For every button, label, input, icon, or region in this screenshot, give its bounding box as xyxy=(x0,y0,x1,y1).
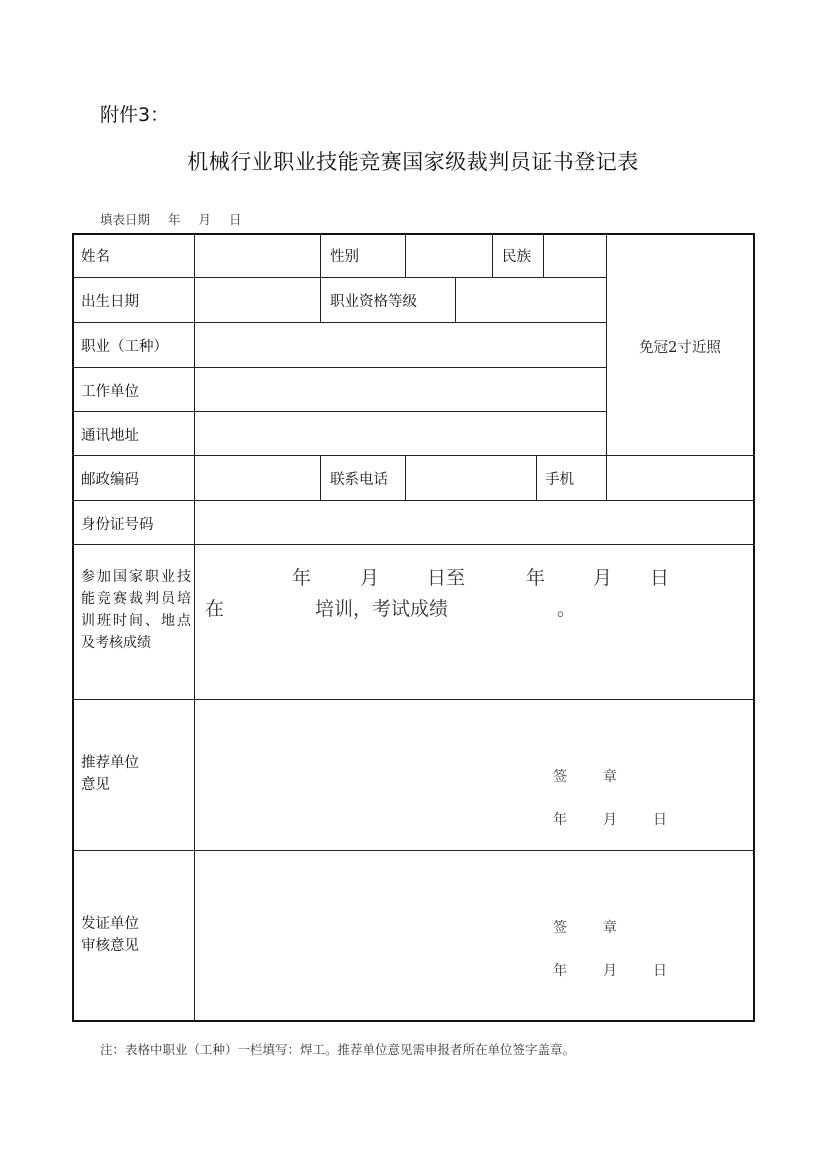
ethnicity-field[interactable] xyxy=(544,234,605,276)
postcode-field[interactable] xyxy=(195,456,319,499)
phone-field[interactable] xyxy=(406,456,535,499)
fill-date-line xyxy=(100,210,242,228)
issuer-label-line-1: 发证单位 xyxy=(81,916,139,932)
recommend-label-line-1: 推荐单位 xyxy=(81,755,139,771)
photo-placeholder: 免冠2寸近照 xyxy=(639,340,721,356)
recommend-label xyxy=(81,752,181,796)
column-divider xyxy=(320,455,321,500)
recommend-month: 月 xyxy=(603,812,617,828)
recommend-seal: 章 xyxy=(603,769,617,785)
issuer-day: 日 xyxy=(653,963,667,979)
fill-date-label: 填表日期 xyxy=(100,212,151,227)
phone-label: 联系电话 xyxy=(330,472,388,488)
training-at: 在 xyxy=(205,598,225,620)
training-day-to: 日至 xyxy=(427,567,466,589)
gender-label: 性别 xyxy=(330,249,359,265)
training-year-1: 年 xyxy=(292,567,312,589)
training-label: 参加国家职业技能竞赛裁判员培训班时间、地点及考核成绩 xyxy=(81,569,191,651)
issuer-opinion-field[interactable] xyxy=(195,851,753,1020)
column-divider xyxy=(492,233,493,277)
fill-date-day: 日 xyxy=(229,212,242,227)
registration-form xyxy=(72,233,755,1022)
recommend-day: 日 xyxy=(653,812,667,828)
birth-date-field[interactable] xyxy=(195,278,319,321)
recommend-year: 年 xyxy=(553,812,567,828)
address-label: 通讯地址 xyxy=(81,428,139,444)
issuer-label-line-2: 审核意见 xyxy=(81,938,139,954)
name-label: 姓名 xyxy=(81,249,110,265)
training-period: 。 xyxy=(557,598,577,620)
issuer-month: 月 xyxy=(603,963,617,979)
column-divider xyxy=(320,233,321,322)
training-exam-text: 培训，考试成绩 xyxy=(315,598,449,620)
training-month-1: 月 xyxy=(360,567,380,589)
qualification-field[interactable] xyxy=(456,278,605,321)
name-field[interactable] xyxy=(195,234,319,276)
qualification-label: 职业资格等级 xyxy=(330,294,417,310)
footnote: 注：表格中职业（工种）一栏填写：焊工。推荐单位意见需申报者所在单位签字盖章。 xyxy=(100,1042,576,1057)
recommend-opinion-field[interactable] xyxy=(195,700,753,849)
training-field[interactable] xyxy=(195,545,753,698)
gender-field[interactable] xyxy=(406,234,491,276)
issuer-year: 年 xyxy=(553,963,567,979)
recommend-sign: 签 xyxy=(553,769,567,785)
issuer-label xyxy=(81,913,181,957)
id-number-field[interactable] xyxy=(195,501,753,543)
ethnicity-label: 民族 xyxy=(502,249,531,265)
issuer-seal: 章 xyxy=(603,920,617,936)
occupation-field[interactable] xyxy=(195,323,605,366)
training-month-2: 月 xyxy=(593,567,613,589)
occupation-label: 职业（工种） xyxy=(81,339,168,355)
page-title: 机械行业职业技能竞赛国家级裁判员证书登记表 xyxy=(187,150,639,174)
fill-date-year: 年 xyxy=(168,212,181,227)
attachment-label: 附件3： xyxy=(100,104,170,126)
workplace-field[interactable] xyxy=(195,368,605,410)
postcode-label: 邮政编码 xyxy=(81,472,139,488)
id-number-label: 身份证号码 xyxy=(81,517,154,533)
mobile-field[interactable] xyxy=(607,456,753,499)
training-day-2: 日 xyxy=(650,567,670,589)
birth-date-label: 出生日期 xyxy=(81,294,139,310)
mobile-label: 手机 xyxy=(545,472,574,488)
training-year-2: 年 xyxy=(526,567,546,589)
address-field[interactable] xyxy=(195,412,605,454)
recommend-label-line-2: 意见 xyxy=(81,777,110,793)
workplace-label: 工作单位 xyxy=(81,384,139,400)
issuer-sign: 签 xyxy=(553,920,567,936)
column-divider xyxy=(536,455,537,500)
fill-date-month: 月 xyxy=(198,212,212,227)
